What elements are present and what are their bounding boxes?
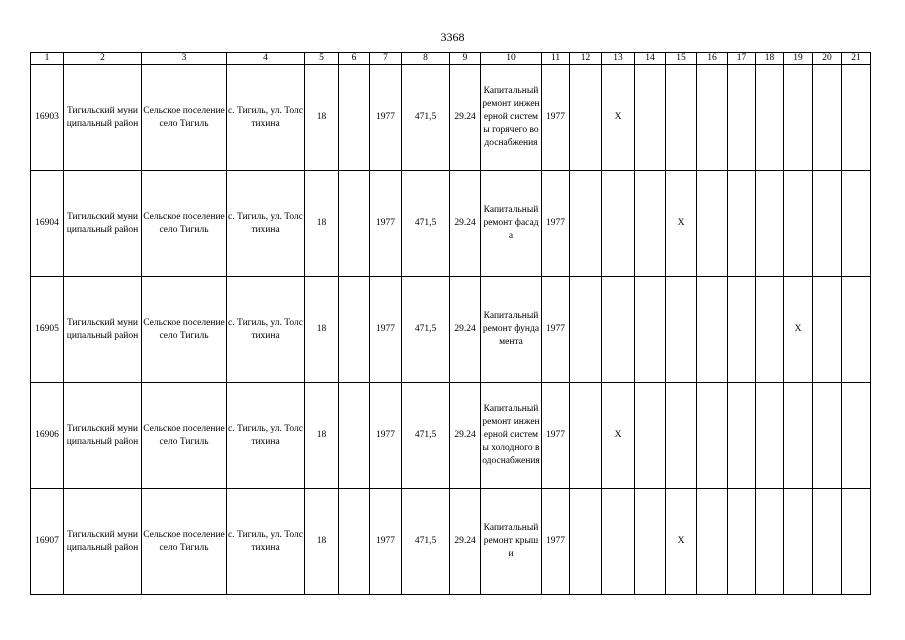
column-9-cell: 29.24 xyxy=(450,65,481,171)
column-12-cell xyxy=(570,383,602,489)
column-21-cell xyxy=(842,277,871,383)
column-16-cell xyxy=(697,489,728,595)
column-21-cell xyxy=(842,171,871,277)
column-9-cell: 29.24 xyxy=(450,383,481,489)
table-row xyxy=(31,277,871,383)
house-number-cell: 18 xyxy=(305,65,339,171)
column-20-cell xyxy=(813,489,842,595)
column-9-cell: 29.24 xyxy=(450,171,481,277)
settlement-cell: Сельское поселение село Тигиль xyxy=(142,65,227,171)
house-number-cell: 18 xyxy=(305,489,339,595)
column-13-cell xyxy=(602,277,635,383)
column-14-cell xyxy=(635,171,666,277)
year-cell: 1977 xyxy=(370,489,402,595)
column-14-cell xyxy=(635,383,666,489)
row-id: 16905 xyxy=(31,277,64,383)
column-19-cell xyxy=(784,171,813,277)
column-12-cell xyxy=(570,65,602,171)
column-11-cell: 1977 xyxy=(542,383,570,489)
page-number: 3368 xyxy=(440,30,465,44)
column-18-cell xyxy=(756,489,784,595)
column-header: 18 xyxy=(756,53,784,65)
column-header: 10 xyxy=(481,53,542,65)
column-17-cell xyxy=(728,171,756,277)
area-cell: 471,5 xyxy=(402,383,450,489)
column-6-cell xyxy=(339,489,370,595)
column-16-cell xyxy=(697,65,728,171)
column-header: 7 xyxy=(370,53,402,65)
column-12-cell xyxy=(570,171,602,277)
address-cell: с. Тигиль, ул. Толстихина xyxy=(227,383,305,489)
house-number-cell: 18 xyxy=(305,171,339,277)
column-header: 19 xyxy=(784,53,813,65)
column-13-cell xyxy=(602,489,635,595)
district-cell: Тигильский муниципальный район xyxy=(64,171,142,277)
column-header: 4 xyxy=(227,53,305,65)
column-14-cell xyxy=(635,277,666,383)
column-15-cell: X xyxy=(666,489,697,595)
column-19-cell xyxy=(784,489,813,595)
district-cell: Тигильский муниципальный район xyxy=(64,65,142,171)
column-15-cell xyxy=(666,277,697,383)
work-type-cell: Капитальный ремонт инженерной системы холодного водоснабжения xyxy=(481,383,542,489)
column-21-cell xyxy=(842,383,871,489)
table-row xyxy=(31,171,871,277)
area-cell: 471,5 xyxy=(402,65,450,171)
column-17-cell xyxy=(728,383,756,489)
column-11-cell: 1977 xyxy=(542,171,570,277)
column-17-cell xyxy=(728,489,756,595)
column-21-cell xyxy=(842,489,871,595)
column-9-cell: 29.24 xyxy=(450,277,481,383)
area-cell: 471,5 xyxy=(402,489,450,595)
column-header: 5 xyxy=(305,53,339,65)
column-18-cell xyxy=(756,383,784,489)
column-20-cell xyxy=(813,277,842,383)
column-header: 2 xyxy=(64,53,142,65)
column-19-cell xyxy=(784,65,813,171)
settlement-cell: Сельское поселение село Тигиль xyxy=(142,489,227,595)
year-cell: 1977 xyxy=(370,383,402,489)
settlement-cell: Сельское поселение село Тигиль xyxy=(142,383,227,489)
column-6-cell xyxy=(339,65,370,171)
column-header: 1 xyxy=(31,53,64,65)
column-9-cell: 29.24 xyxy=(450,489,481,595)
column-header: 13 xyxy=(602,53,635,65)
work-type-cell: Капитальный ремонт фасада xyxy=(481,171,542,277)
column-19-cell xyxy=(784,383,813,489)
table-row xyxy=(31,65,871,171)
column-16-cell xyxy=(697,383,728,489)
district-cell: Тигильский муниципальный район xyxy=(64,383,142,489)
column-21-cell xyxy=(842,65,871,171)
column-19-cell: X xyxy=(784,277,813,383)
column-6-cell xyxy=(339,277,370,383)
house-number-cell: 18 xyxy=(305,277,339,383)
area-cell: 471,5 xyxy=(402,171,450,277)
address-cell: с. Тигиль, ул. Толстихина xyxy=(227,171,305,277)
column-20-cell xyxy=(813,65,842,171)
column-15-cell: X xyxy=(666,171,697,277)
column-header: 14 xyxy=(635,53,666,65)
row-id: 16906 xyxy=(31,383,64,489)
column-13-cell xyxy=(602,171,635,277)
work-type-cell: Капитальный ремонт крыши xyxy=(481,489,542,595)
work-type-cell: Капитальный ремонт фундамента xyxy=(481,277,542,383)
column-6-cell xyxy=(339,171,370,277)
column-11-cell: 1977 xyxy=(542,65,570,171)
district-cell: Тигильский муниципальный район xyxy=(64,489,142,595)
address-cell: с. Тигиль, ул. Толстихина xyxy=(227,65,305,171)
column-header: 6 xyxy=(339,53,370,65)
column-header: 8 xyxy=(402,53,450,65)
year-cell: 1977 xyxy=(370,171,402,277)
column-16-cell xyxy=(697,277,728,383)
settlement-cell: Сельское поселение село Тигиль xyxy=(142,277,227,383)
area-cell: 471,5 xyxy=(402,277,450,383)
column-6-cell xyxy=(339,383,370,489)
house-number-cell: 18 xyxy=(305,383,339,489)
column-18-cell xyxy=(756,171,784,277)
settlement-cell: Сельское поселение село Тигиль xyxy=(142,171,227,277)
table-row xyxy=(31,489,871,595)
column-17-cell xyxy=(728,277,756,383)
column-header: 20 xyxy=(813,53,842,65)
column-18-cell xyxy=(756,65,784,171)
address-cell: с. Тигиль, ул. Толстихина xyxy=(227,277,305,383)
column-14-cell xyxy=(635,489,666,595)
address-cell: с. Тигиль, ул. Толстихина xyxy=(227,489,305,595)
year-cell: 1977 xyxy=(370,277,402,383)
column-header: 17 xyxy=(728,53,756,65)
column-header: 15 xyxy=(666,53,697,65)
column-12-cell xyxy=(570,277,602,383)
column-number-row xyxy=(31,53,871,65)
district-cell: Тигильский муниципальный район xyxy=(64,277,142,383)
row-id: 16903 xyxy=(31,65,64,171)
column-12-cell xyxy=(570,489,602,595)
row-id: 16904 xyxy=(31,171,64,277)
column-11-cell: 1977 xyxy=(542,489,570,595)
column-17-cell xyxy=(728,65,756,171)
column-14-cell xyxy=(635,65,666,171)
column-13-cell: X xyxy=(602,65,635,171)
column-18-cell xyxy=(756,277,784,383)
column-15-cell xyxy=(666,383,697,489)
column-header: 12 xyxy=(570,53,602,65)
column-header: 9 xyxy=(450,53,481,65)
column-11-cell: 1977 xyxy=(542,277,570,383)
year-cell: 1977 xyxy=(370,65,402,171)
column-header: 11 xyxy=(542,53,570,65)
column-header: 21 xyxy=(842,53,871,65)
column-20-cell xyxy=(813,383,842,489)
work-type-cell: Капитальный ремонт инженерной системы горячего водоснабжения xyxy=(481,65,542,171)
column-13-cell: X xyxy=(602,383,635,489)
column-15-cell xyxy=(666,65,697,171)
column-header: 16 xyxy=(697,53,728,65)
column-header: 3 xyxy=(142,53,227,65)
registry-table xyxy=(30,52,871,595)
column-20-cell xyxy=(813,171,842,277)
table-row xyxy=(31,383,871,489)
column-16-cell xyxy=(697,171,728,277)
row-id: 16907 xyxy=(31,489,64,595)
